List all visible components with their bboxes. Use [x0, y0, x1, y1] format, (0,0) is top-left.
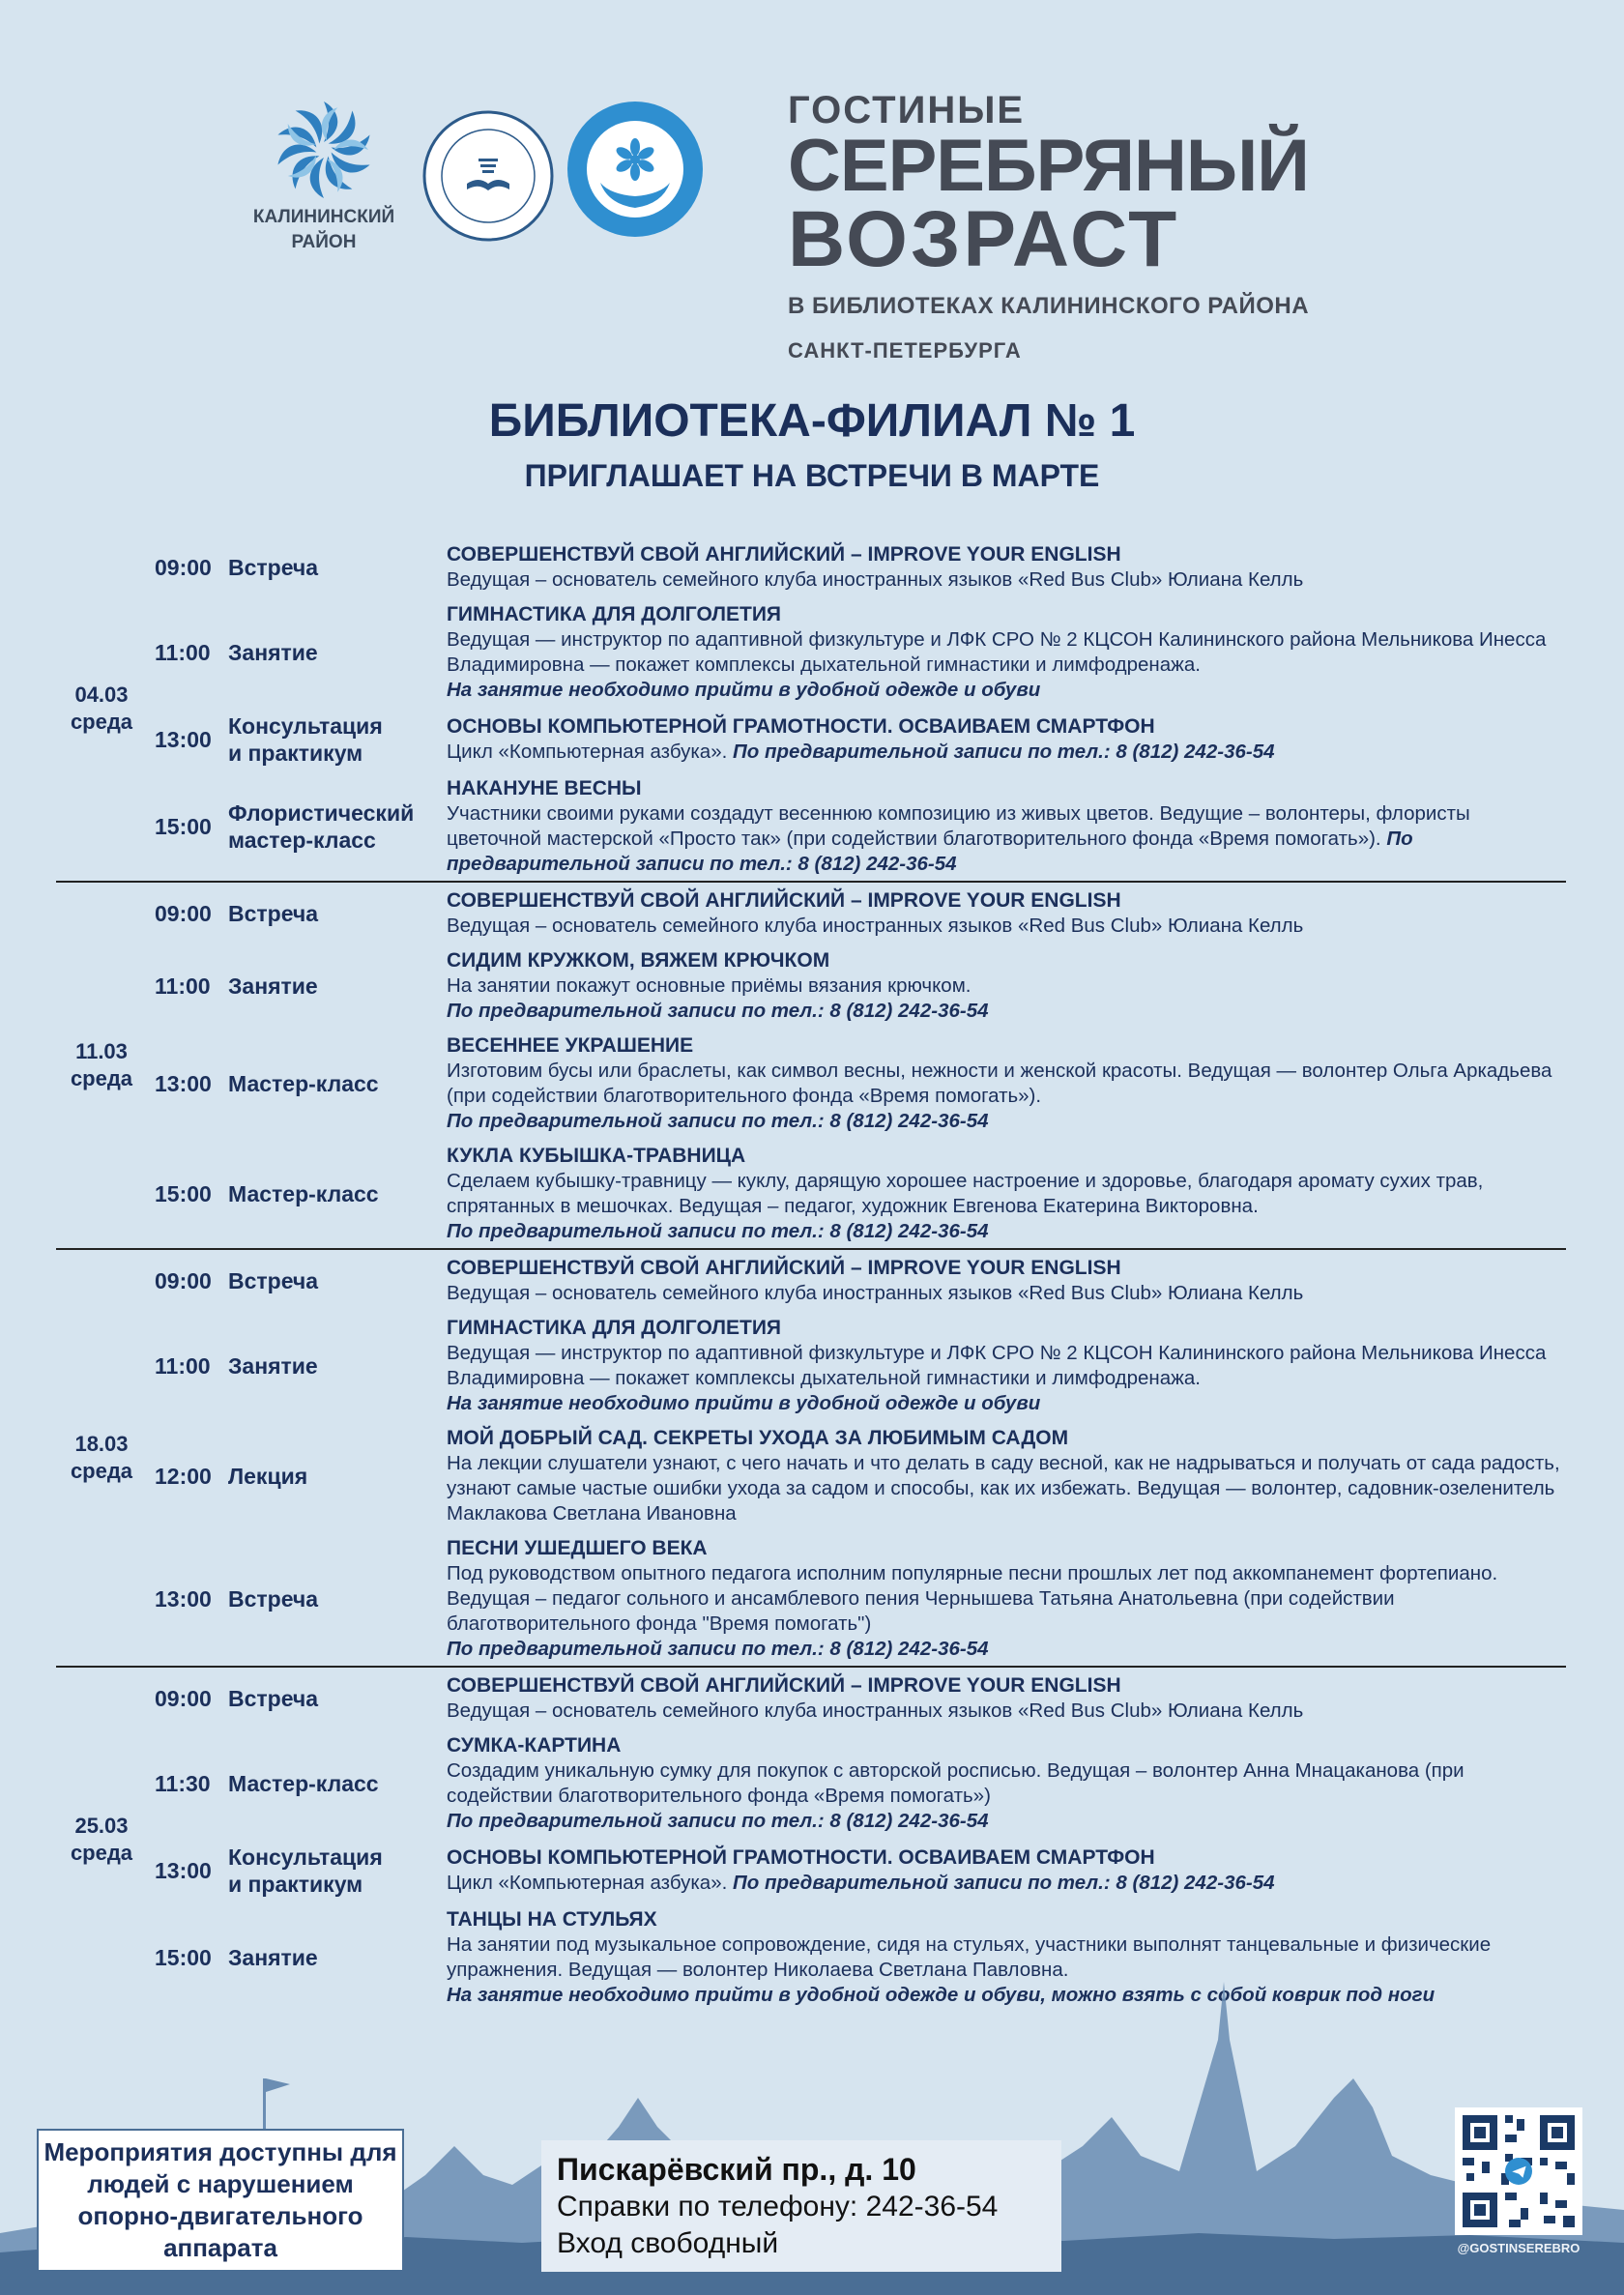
event-row: [155, 943, 1566, 1028]
event-title: СОВЕРШЕНСТВУЙ СВОЙ АНГЛИЙСКИЙ – IMPROVE YOUR ENGLISH: [447, 889, 1121, 912]
day-weekday: среда: [70, 1841, 133, 1865]
event-text: Ведущая — инструктор по адаптивной физкультуре и ЛФК СРО № 2 КЦСОН Калининского района Мельникова Инесса Владимировна — покажет комплексы дыхательной гимнастики и лимфодренажа.: [447, 628, 1547, 676]
entry-info: Вход свободный: [557, 2227, 779, 2259]
event-row: [155, 1530, 1566, 1666]
brand-block: [788, 89, 1309, 365]
event-time: 12:00: [155, 1463, 212, 1489]
event-title: НАКАНУНЕ ВЕСНЫ: [447, 777, 642, 799]
event-description: [439, 888, 1566, 939]
accessibility-box: Мероприятия доступны для людей с нарушением опорно-двигательного аппарата: [37, 2129, 404, 2272]
event-title: ГИМНАСТИКА ДЛЯ ДОЛГОЛЕТИЯ: [447, 603, 782, 625]
event-type: Консультация и практикум: [228, 713, 383, 766]
event-text: На занятии под музыкальное сопровождение, сидя на стульях, участники выполнят танцевальные и физические упражнения. Ведущая — волонтер Николаева Светлана Павловна.: [447, 1933, 1492, 1981]
event-description: [439, 1673, 1566, 1724]
event-title: ГИМНАСТИКА ДЛЯ ДОЛГОЛЕТИЯ: [447, 1317, 782, 1339]
social-center-logo: [566, 100, 706, 240]
event-title: СИДИМ КРУЖКОМ, ВЯЖЕМ КРЮЧКОМ: [447, 949, 830, 972]
event-description: [439, 1033, 1566, 1134]
event-text: Ведущая – основатель семейного клуба иностранных языков «Red Bus Club» Юлиана Келль: [447, 1699, 1304, 1722]
event-description: [439, 1144, 1566, 1244]
event-note: По предварительной записи по тел.: 8 (812) 242-36-54: [733, 741, 1275, 763]
event-row: [155, 1250, 1566, 1310]
brand-line-3: ВОЗРАСТ: [788, 195, 1180, 283]
event-time: 09:00: [155, 1267, 212, 1293]
event-type: Флористический мастер-класс: [228, 800, 415, 853]
event-row: [155, 1310, 1566, 1420]
event-time: 11:30: [155, 1770, 211, 1796]
event-text: На лекции слушатели узнают, с чего начать и что делать в саду весной, как не надрываться и получать от сада радость, узнают самые частые ошибки ухода за садом и способы, как их избежать. Ведущая — волонтер, садовник-озеленитель Маклакова Светлана Ивановна: [447, 1452, 1560, 1525]
day-date: 11.03: [75, 1039, 128, 1063]
event-time: 11:00: [155, 639, 211, 665]
event-description: [439, 602, 1566, 703]
event-note: По предварительной записи по тел.: 8 (812) 242-36-54: [733, 1872, 1275, 1894]
event-time: 15:00: [155, 1944, 212, 1970]
event-time: 11:00: [155, 973, 211, 999]
event-row: [155, 1420, 1566, 1530]
day-date: 04.03: [74, 683, 129, 707]
event-text: На занятии покажут основные приёмы вязания крючком.: [447, 974, 972, 997]
event-time: 09:00: [155, 1685, 212, 1711]
event-description: [439, 1536, 1566, 1662]
qr-code-icon[interactable]: [1455, 2107, 1582, 2235]
event-type: Встреча: [228, 1586, 319, 1612]
logo-caption-2: РАЙОН: [291, 232, 357, 252]
contact-box: [541, 2140, 1061, 2272]
event-title: ТАНЦЫ НА СТУЛЬЯХ: [447, 1908, 657, 1931]
event-text: Под руководством опытного педагога исполним популярные песни прошлых лет под аккомпанемент фортепиано. Ведущая – педагог сольного и ансамблевого пения Чернышева Татьяна Анатольевна (при содействии благотворительного фонда "Время помогать"): [447, 1562, 1498, 1635]
event-title: МОЙ ДОБРЫЙ САД. СЕКРЕТЫ УХОДА ЗА ЛЮБИМЫМ САДОМ: [447, 1427, 1069, 1449]
address: Пискарёвский пр., д. 10: [557, 2152, 916, 2187]
event-time: 09:00: [155, 554, 212, 580]
event-row: [155, 596, 1566, 707]
library-system-seal-icon: [420, 108, 556, 244]
event-type: Лекция: [228, 1464, 308, 1489]
event-description: [439, 1256, 1566, 1306]
event-type: Занятие: [228, 1945, 318, 1970]
event-row: [155, 537, 1566, 596]
event-text: Создадим уникальную сумку для покупок с авторской росписью. Ведущая – волонтер Анна Мнацаканова (при содействии благотворительного фонда «Время помогать»): [447, 1759, 1464, 1807]
day-label: [56, 883, 147, 1248]
event-title: СОВЕРШЕНСТВУЙ СВОЙ АНГЛИЙСКИЙ – IMPROVE YOUR ENGLISH: [447, 1257, 1121, 1279]
event-description: [439, 714, 1566, 765]
event-description: [439, 542, 1566, 593]
page-subtitle: ПРИГЛАШАЕТ НА ВСТРЕЧИ В МАРТЕ: [524, 458, 1100, 493]
swirl-logo-icon: [271, 97, 377, 203]
event-type: Занятие: [228, 1353, 318, 1379]
brand-line-2: СЕРЕБРЯНЫЙ: [788, 125, 1309, 207]
event-text: Ведущая — инструктор по адаптивной физкультуре и ЛФК СРО № 2 КЦСОН Калининского района Мельникова Инесса Владимировна — покажет комплексы дыхательной гимнастики и лимфодренажа.: [447, 1342, 1547, 1389]
library-system-logo: [420, 108, 556, 244]
schedule: [56, 537, 1566, 2012]
day-weekday: среда: [70, 710, 133, 734]
day-weekday: среда: [70, 1066, 133, 1090]
event-time: 15:00: [155, 813, 212, 839]
day-block: [56, 883, 1566, 1250]
event-type: Встреча: [228, 555, 319, 580]
event-description: [439, 1845, 1566, 1896]
event-note: На занятие необходимо прийти в удобной одежде и обуви, можно взять с собой коврик под ноги: [447, 1984, 1436, 2006]
event-row: [155, 883, 1566, 943]
event-type: Встреча: [228, 901, 319, 926]
event-type: Встреча: [228, 1686, 319, 1711]
event-time: 09:00: [155, 900, 212, 926]
event-note: По предварительной записи по тел.: 8 (812) 242-36-54: [447, 1000, 989, 1022]
day-block: [56, 1668, 1566, 2012]
event-text: Изготовим бусы или браслеты, как символ весны, нежности и женской красоты. Ведущая — волонтер Ольга Аркадьева (при содействии благотворительного фонда «Время помогать»).: [447, 1060, 1552, 1107]
event-description: [439, 776, 1566, 877]
day-block: [56, 1250, 1566, 1668]
event-text: Цикл «Компьютерная азбука».: [447, 741, 728, 763]
event-note: По предварительной записи по тел.: 8 (812) 242-36-54: [447, 828, 1413, 875]
header: [0, 0, 1624, 387]
event-time: 13:00: [155, 726, 212, 752]
brand-line-4: В БИБЛИОТЕКАХ КАЛИНИНСКОГО РАЙОНА: [788, 293, 1310, 319]
event-row: [155, 1728, 1566, 1838]
page-title: БИБЛИОТЕКА-ФИЛИАЛ № 1: [488, 395, 1136, 447]
day-label: [56, 1668, 147, 2012]
kalininsky-district-logo: [246, 97, 401, 253]
event-type: Встреча: [228, 1268, 319, 1293]
logo-caption-1: КАЛИНИНСКИЙ: [252, 207, 395, 227]
day-label: [56, 1250, 147, 1666]
event-title: КУКЛА КУБЫШКА-ТРАВНИЦА: [447, 1145, 746, 1167]
event-time: 13:00: [155, 1857, 212, 1883]
event-row: [155, 1138, 1566, 1248]
brand-line-5: САНКТ-ПЕТЕРБУРГА: [788, 338, 1022, 363]
day-label: [56, 537, 147, 881]
event-type: Мастер-класс: [228, 1771, 379, 1796]
event-note: На занятие необходимо прийти в удобной одежде и обуви: [447, 679, 1041, 701]
event-note: По предварительной записи по тел.: 8 (812) 242-36-54: [447, 1110, 989, 1132]
hands-flower-seal-icon: [566, 100, 706, 240]
event-row: [155, 1838, 1566, 1902]
event-description: [439, 948, 1566, 1024]
event-description: [439, 1426, 1566, 1526]
event-type: Занятие: [228, 640, 318, 665]
event-text: Ведущая – основатель семейного клуба иностранных языков «Red Bus Club» Юлиана Келль: [447, 568, 1304, 591]
event-title: ПЕСНИ УШЕДШЕГО ВЕКА: [447, 1537, 708, 1559]
event-title: ОСНОВЫ КОМПЬЮТЕРНОЙ ГРАМОТНОСТИ. ОСВАИВАЕМ СМАРТФОН: [447, 715, 1155, 738]
brand-line-1: ГОСТИНЫЕ: [788, 89, 1026, 131]
event-text: Участники своими руками создадут весеннюю композицию из живых цветов. Ведущие – волонтеры, флористы цветочной мастерской «Просто так» (при содействии благотворительного фонда «Время помогать»).: [447, 802, 1470, 850]
event-note: На занятие необходимо прийти в удобной одежде и обуви: [447, 1392, 1041, 1414]
event-title: СОВЕРШЕНСТВУЙ СВОЙ АНГЛИЙСКИЙ – IMPROVE YOUR ENGLISH: [447, 1674, 1121, 1697]
event-description: [439, 1316, 1566, 1416]
event-text: Ведущая – основатель семейного клуба иностранных языков «Red Bus Club» Юлиана Келль: [447, 915, 1304, 937]
day-block: [56, 537, 1566, 883]
event-title: СОВЕРШЕНСТВУЙ СВОЙ АНГЛИЙСКИЙ – IMPROVE YOUR ENGLISH: [447, 543, 1121, 566]
event-note: По предварительной записи по тел.: 8 (812) 242-36-54: [447, 1638, 989, 1660]
event-row: [155, 1668, 1566, 1728]
event-row: [155, 1028, 1566, 1138]
event-row: [155, 770, 1566, 881]
event-description: [439, 1733, 1566, 1834]
event-title: ВЕСЕННЕЕ УКРАШЕНИЕ: [447, 1034, 694, 1057]
day-weekday: среда: [70, 1459, 133, 1483]
event-type: Мастер-класс: [228, 1181, 379, 1206]
event-note: По предварительной записи по тел.: 8 (812) 242-36-54: [447, 1220, 989, 1242]
event-type: Мастер-класс: [228, 1071, 379, 1096]
event-text: Ведущая – основатель семейного клуба иностранных языков «Red Bus Club» Юлиана Келль: [447, 1282, 1304, 1304]
event-type: Занятие: [228, 973, 318, 999]
qr-caption: @GOSTINSEREBRO: [1457, 2241, 1580, 2255]
day-date: 18.03: [74, 1432, 129, 1456]
event-text: Сделаем кубышку-травницу — куклу, дарящую хорошее настроение и здоровье, благодаря аромату сухих трав, спрятанных в мешочках. Ведущая – педагог, художник Евгенова Екатерина Викторовна.: [447, 1170, 1484, 1217]
event-title: СУМКА-КАРТИНА: [447, 1734, 622, 1757]
event-time: 13:00: [155, 1585, 212, 1612]
day-date: 25.03: [74, 1814, 129, 1838]
phone-info: Справки по телефону: 242-36-54: [557, 2191, 999, 2222]
event-row: [155, 707, 1566, 770]
event-note: По предварительной записи по тел.: 8 (812) 242-36-54: [447, 1810, 989, 1832]
event-title: ОСНОВЫ КОМПЬЮТЕРНОЙ ГРАМОТНОСТИ. ОСВАИВАЕМ СМАРТФОН: [447, 1846, 1155, 1869]
event-text: Цикл «Компьютерная азбука».: [447, 1872, 728, 1894]
event-time: 11:00: [155, 1352, 211, 1379]
event-type: Консультация и практикум: [228, 1845, 383, 1897]
event-time: 13:00: [155, 1070, 212, 1096]
event-time: 15:00: [155, 1180, 212, 1206]
